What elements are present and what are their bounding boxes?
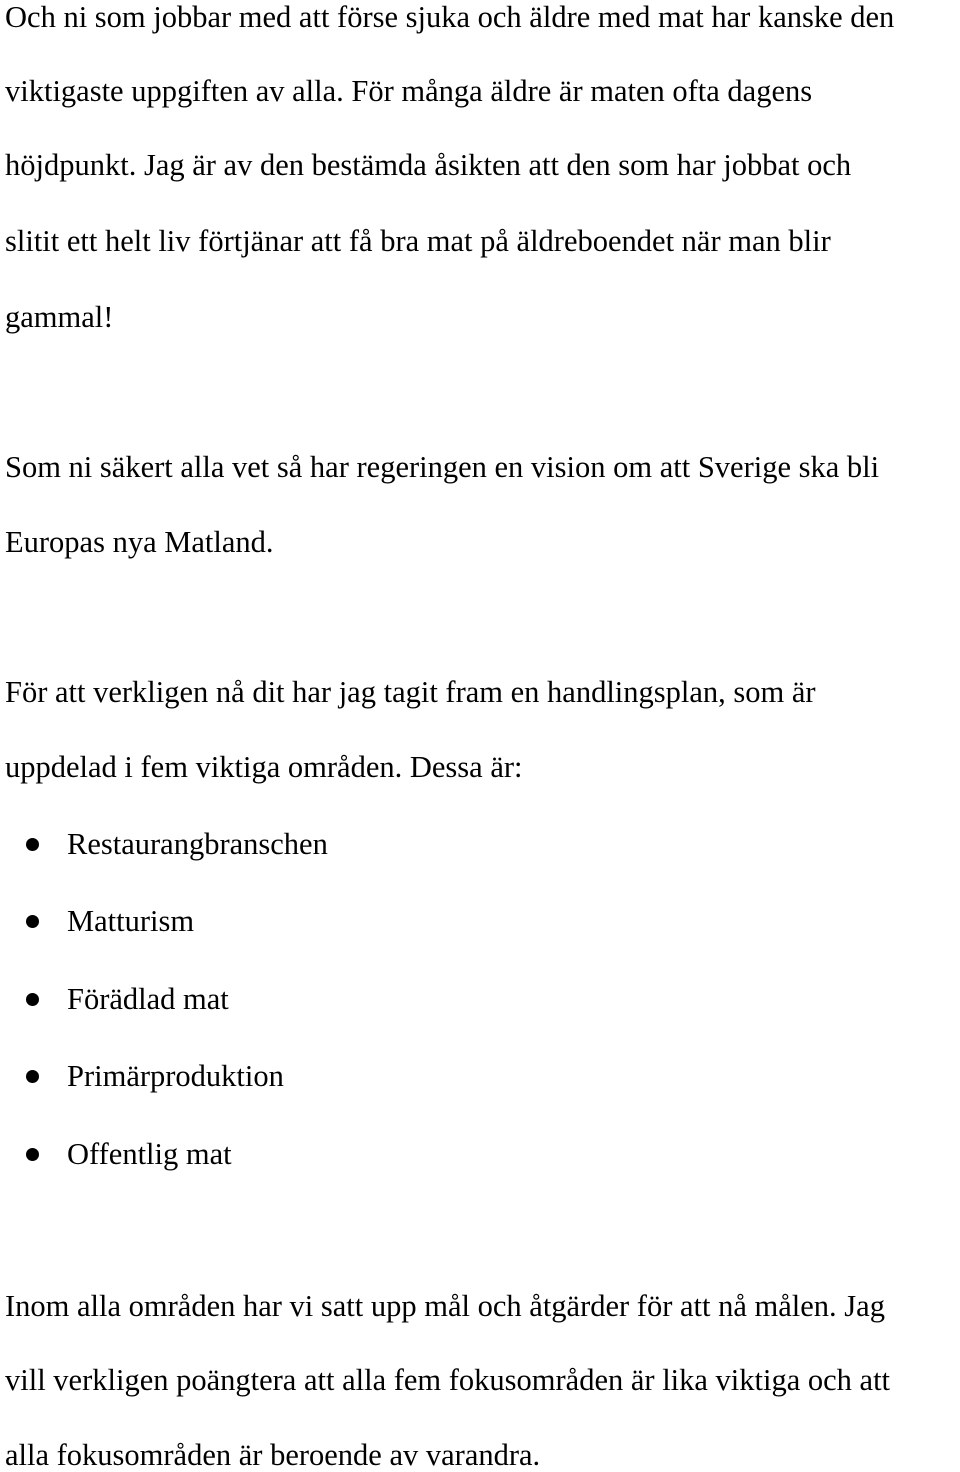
text-line: viktigaste uppgiften av alla. För många äldre är maten ofta dagens bbox=[5, 74, 813, 108]
bullet-icon bbox=[26, 1070, 39, 1083]
text-line: Europas nya Matland. bbox=[5, 525, 274, 559]
text-line: höjdpunkt. Jag är av den bestämda åsikten att den som har jobbat och bbox=[5, 148, 852, 182]
text-line: Inom alla områden har vi satt upp mål och åtgärder för att nå målen. Jag bbox=[5, 1289, 885, 1323]
text-line: vill verkligen poängtera att alla fem fokusområden är lika viktiga och att bbox=[5, 1363, 891, 1397]
list-item-label: Primärproduktion bbox=[67, 1059, 284, 1093]
text-line: alla fokusområden är beroende av varandra. bbox=[5, 1438, 541, 1472]
bullet-icon bbox=[26, 993, 39, 1006]
text-line: uppdelad i fem viktiga områden. Dessa är: bbox=[5, 750, 523, 784]
bullet-icon bbox=[26, 838, 39, 851]
text-line: För att verkligen nå dit har jag tagit fram en handlingsplan, som är bbox=[5, 675, 816, 709]
text-line: Och ni som jobbar med att förse sjuka och äldre med mat har kanske den bbox=[5, 0, 895, 34]
list-item-label: Restaurangbranschen bbox=[67, 827, 328, 861]
list-item-label: Matturism bbox=[67, 904, 195, 938]
list-item-label: Offentlig mat bbox=[67, 1137, 232, 1171]
text-line: slitit ett helt liv förtjänar att få bra mat på äldreboendet när man blir bbox=[5, 224, 831, 258]
list-item-label: Förädlad mat bbox=[67, 982, 229, 1016]
bullet-icon bbox=[26, 1148, 39, 1161]
text-line: Som ni säkert alla vet så har regeringen en vision om att Sverige ska bli bbox=[5, 450, 880, 484]
text-line: gammal! bbox=[5, 300, 114, 334]
bullet-icon bbox=[26, 915, 39, 928]
